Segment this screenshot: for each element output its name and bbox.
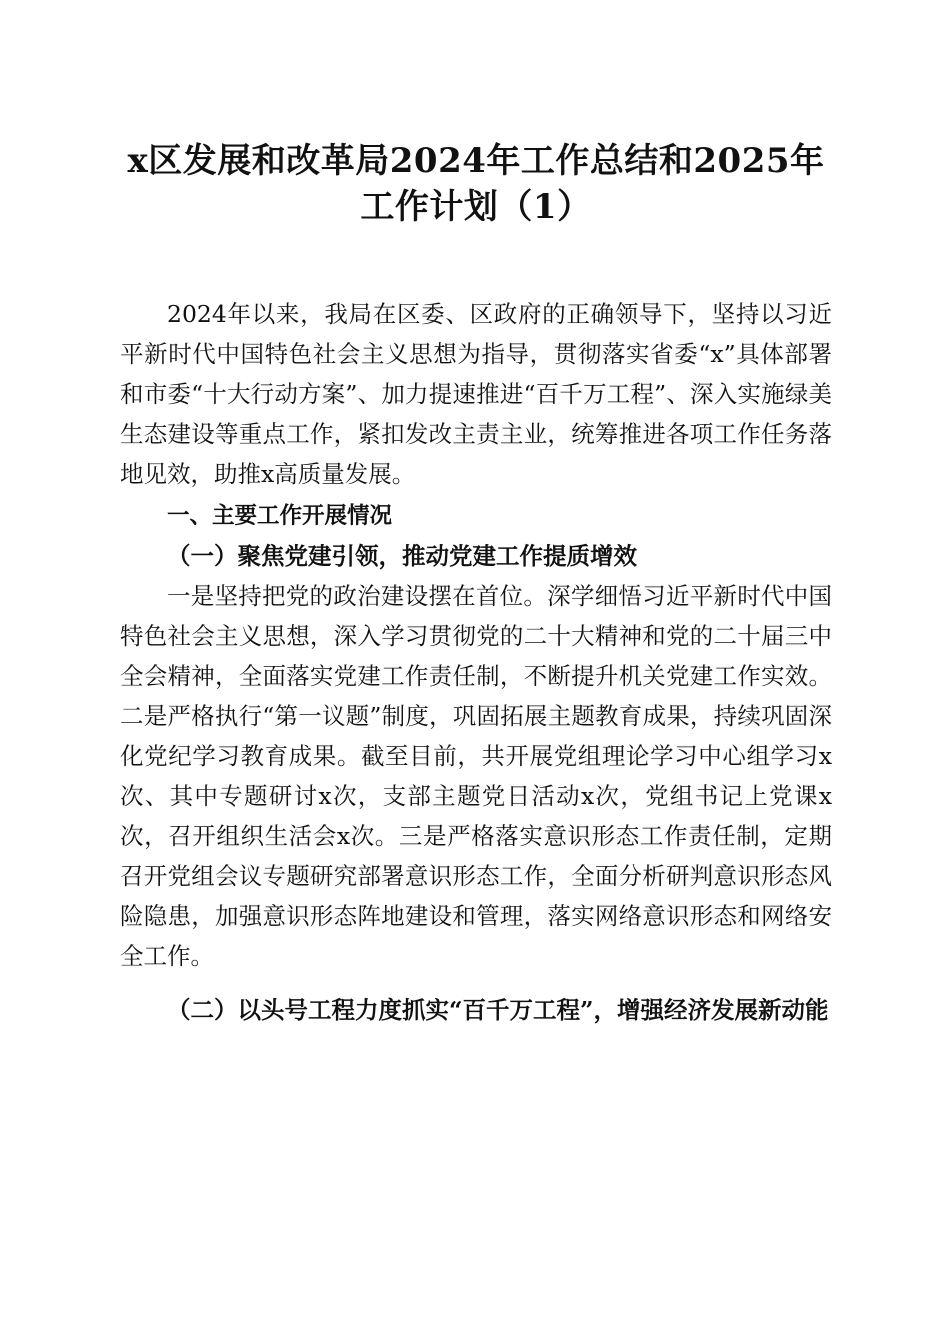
document-title	[120, 138, 832, 230]
party-building-paragraph: 一是坚持把党的政治建设摆在首位。深学细悟习近平新时代中国特色社会主义思想，深入学习贯彻党的二十大精神和党的二十届三中全会精神，全面落实党建工作责任制，不断提升机关党建工作实效。二是严格执行“第一议题”制度，巩固拓展主题教育成果，持续巩固深化党纪学习教育成果。截至目前，共开展党组理论学习中心组学习x次、其中专题研讨x次，支部主题党日活动x次，党组书记上党课x次，召开组织生活会x次。三是严格落实意识形态工作责任制，定期召开党组会议专题研究部署意识形态工作，全面分析研判意识形态风险隐患，加强意识形态阵地建设和管理，落实网络意识形态和网络安全工作。	[120, 582, 832, 970]
section-heading-main-work: 一、主要工作开展情况	[167, 503, 393, 529]
title-line-1: x区发展和改革局2024年工作总结和2025年	[127, 141, 825, 181]
intro-paragraph: 2024年以来，我局在区委、区政府的正确领导下，坚持以习近平新时代中国特色社会主义思想为指导，贯彻落实省委“x”具体部署和市委“十大行动方案”、加力提速推进“百千万工程”、深入实施绿美生态建设等重点工作，紧扣发改主责主业，统筹推进各项工作任务落地见效，助推x高质量发展。	[120, 300, 832, 488]
title-line-2: 工作计划（1）	[360, 187, 592, 227]
subsection-heading-hundred-thousand-project: （二）以头号工程力度抓实“百千万工程”，增强经济发展新动能	[167, 996, 829, 1024]
subsection-heading-party-building: （一）聚焦党建引领，推动党建工作提质增效	[167, 542, 637, 570]
document-page	[120, 138, 832, 1030]
